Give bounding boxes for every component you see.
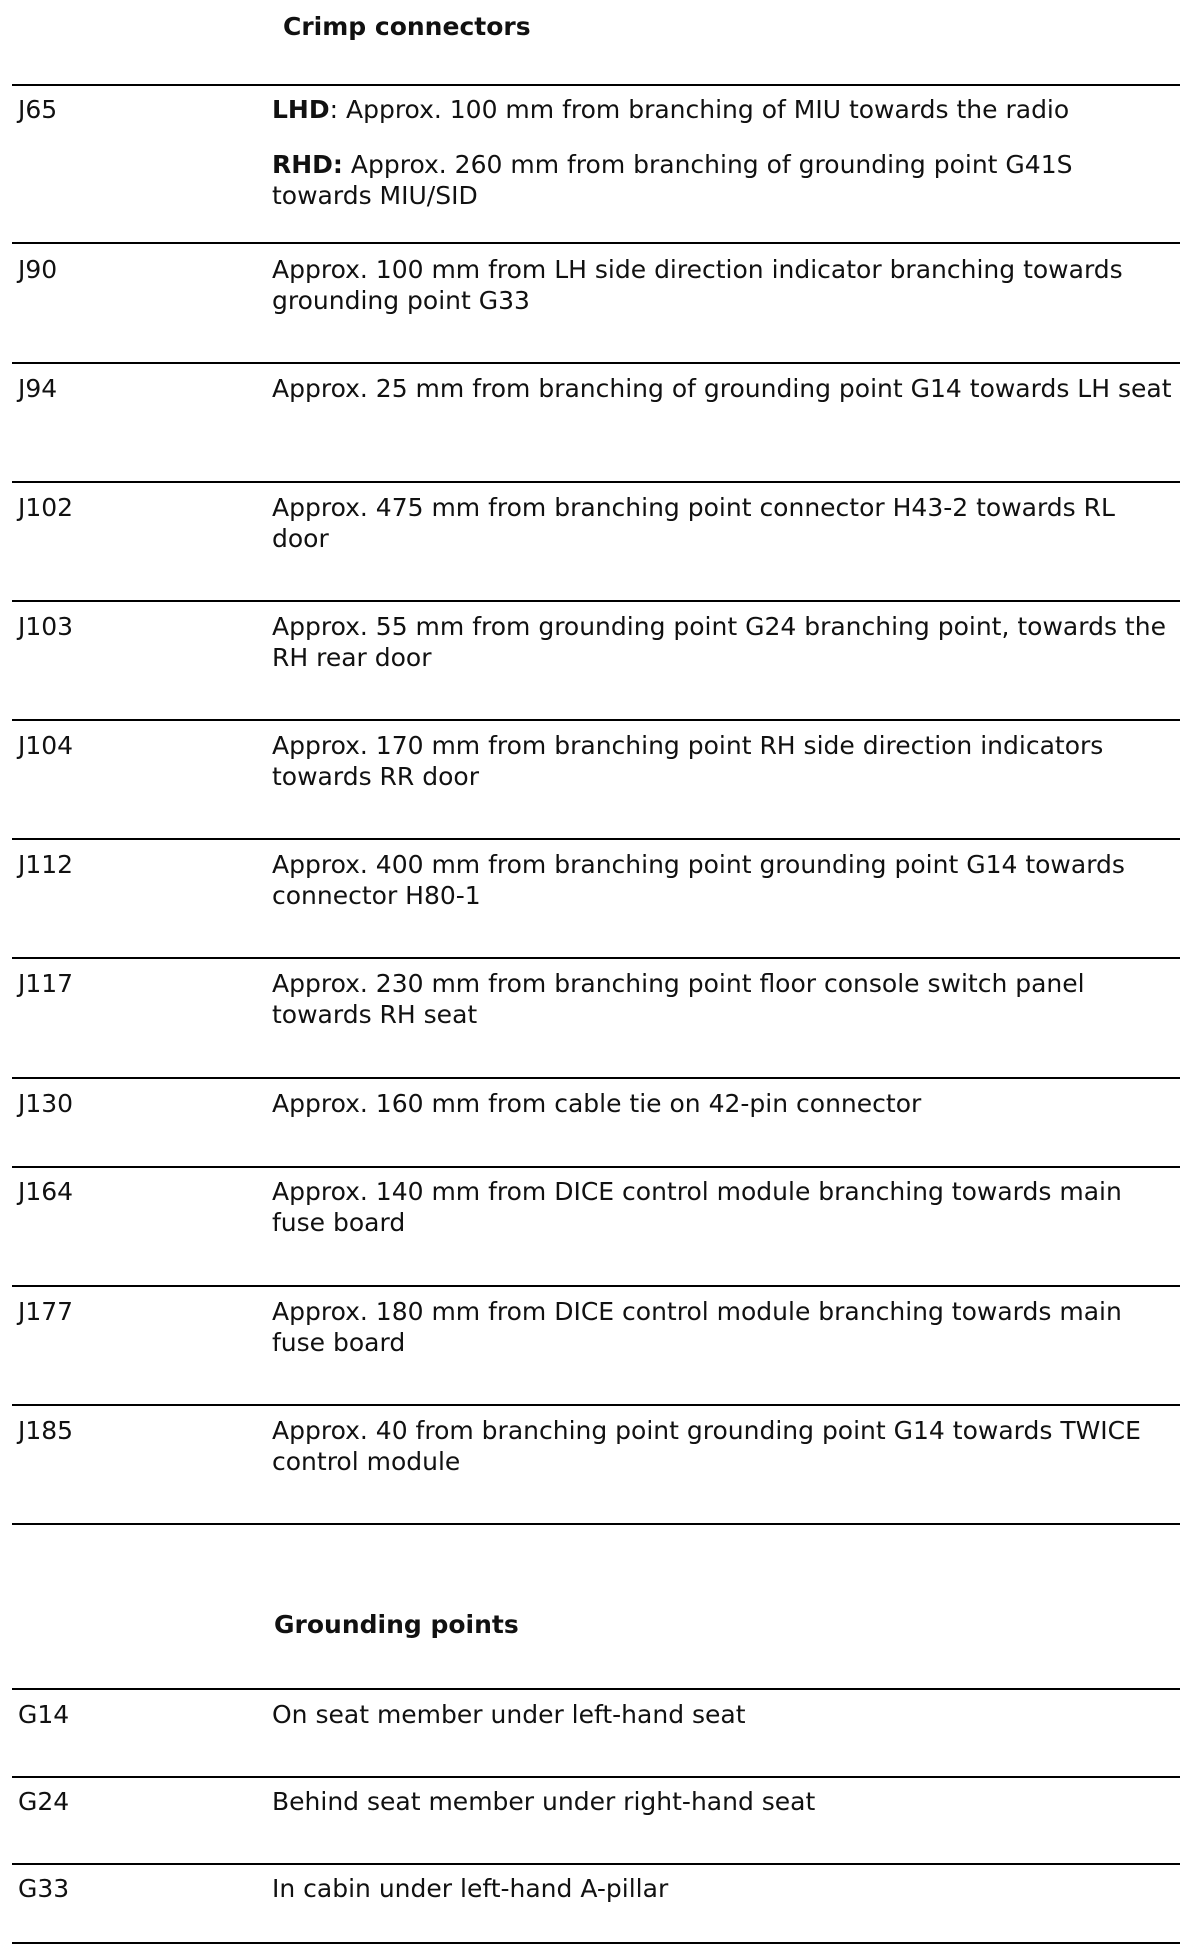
connector-location: Approx. 400 mm from branching point grounding point G14 towards connector H80-1 <box>272 850 1125 910</box>
table-rule <box>12 1688 1180 1690</box>
table-rule <box>12 957 1180 959</box>
connector-code: J94 <box>18 374 58 403</box>
connector-location: Approx. 100 mm from LH side direction indicator branching towards grounding point G33 <box>272 255 1123 315</box>
table-rule <box>12 1942 1180 1944</box>
table-rule <box>12 362 1180 364</box>
table-rule <box>12 838 1180 840</box>
connector-location: Approx. 160 mm from cable tie on 42-pin connector <box>272 1089 922 1118</box>
connector-location: Approx. 25 mm from branching of grounding point G14 towards LH seat <box>272 374 1172 403</box>
grounding-location: Behind seat member under right-hand seat <box>272 1787 816 1816</box>
grounding-code: G24 <box>18 1787 70 1816</box>
connector-code: J185 <box>18 1416 74 1445</box>
grounding-location: In cabin under left-hand A-pillar <box>272 1874 669 1903</box>
connector-code: J117 <box>18 969 74 998</box>
connector-code: J130 <box>18 1089 74 1118</box>
connector-code: J104 <box>18 731 74 760</box>
table-rule <box>12 1077 1180 1079</box>
table-rule <box>12 1166 1180 1168</box>
table-rule <box>12 1404 1180 1406</box>
crimp-connectors-heading: Crimp connectors <box>283 12 531 41</box>
connector-code: J103 <box>18 612 74 641</box>
rhd-label: RHD: <box>272 150 343 179</box>
connector-location <box>272 94 1178 211</box>
connector-location: Approx. 170 mm from branching point RH side direction indicators towards RR door <box>272 731 1104 791</box>
connector-code: J90 <box>18 255 58 284</box>
table-rule <box>12 242 1180 244</box>
grounding-location: On seat member under left-hand seat <box>272 1700 746 1729</box>
connector-code: J177 <box>18 1297 74 1326</box>
connector-location: Approx. 55 mm from grounding point G24 branching point, towards the RH rear door <box>272 612 1166 672</box>
connector-code: J112 <box>18 850 74 879</box>
grounding-code: G33 <box>18 1874 70 1903</box>
lhd-location-line: LHD: Approx. 100 mm from branching of MIU towards the radio <box>272 95 1070 124</box>
connector-location: Approx. 40 from branching point grounding point G14 towards TWICE control module <box>272 1416 1141 1476</box>
connector-location: Approx. 230 mm from branching point floor console switch panel towards RH seat <box>272 969 1085 1029</box>
table-rule <box>12 1776 1180 1778</box>
table-rule <box>12 719 1180 721</box>
table-rule <box>12 481 1180 483</box>
connector-code: J65 <box>18 95 58 124</box>
table-rule <box>12 84 1180 86</box>
grounding-code: G14 <box>18 1700 70 1729</box>
connector-code: J102 <box>18 493 74 522</box>
rhd-location-line: RHD: Approx. 260 mm from branching of grounding point G41S towards MIU/SID <box>272 150 1073 210</box>
connector-location: Approx. 180 mm from DICE control module branching towards main fuse board <box>272 1297 1122 1357</box>
connector-location: Approx. 475 mm from branching point connector H43-2 towards RL door <box>272 493 1115 553</box>
grounding-points-heading: Grounding points <box>274 1610 519 1639</box>
table-rule <box>12 600 1180 602</box>
connector-location: Approx. 140 mm from DICE control module branching towards main fuse board <box>272 1177 1122 1237</box>
table-rule <box>12 1523 1180 1525</box>
table-rule <box>12 1863 1180 1865</box>
table-rule <box>12 1285 1180 1287</box>
connector-code: J164 <box>18 1177 74 1206</box>
lhd-label: LHD <box>272 95 330 124</box>
